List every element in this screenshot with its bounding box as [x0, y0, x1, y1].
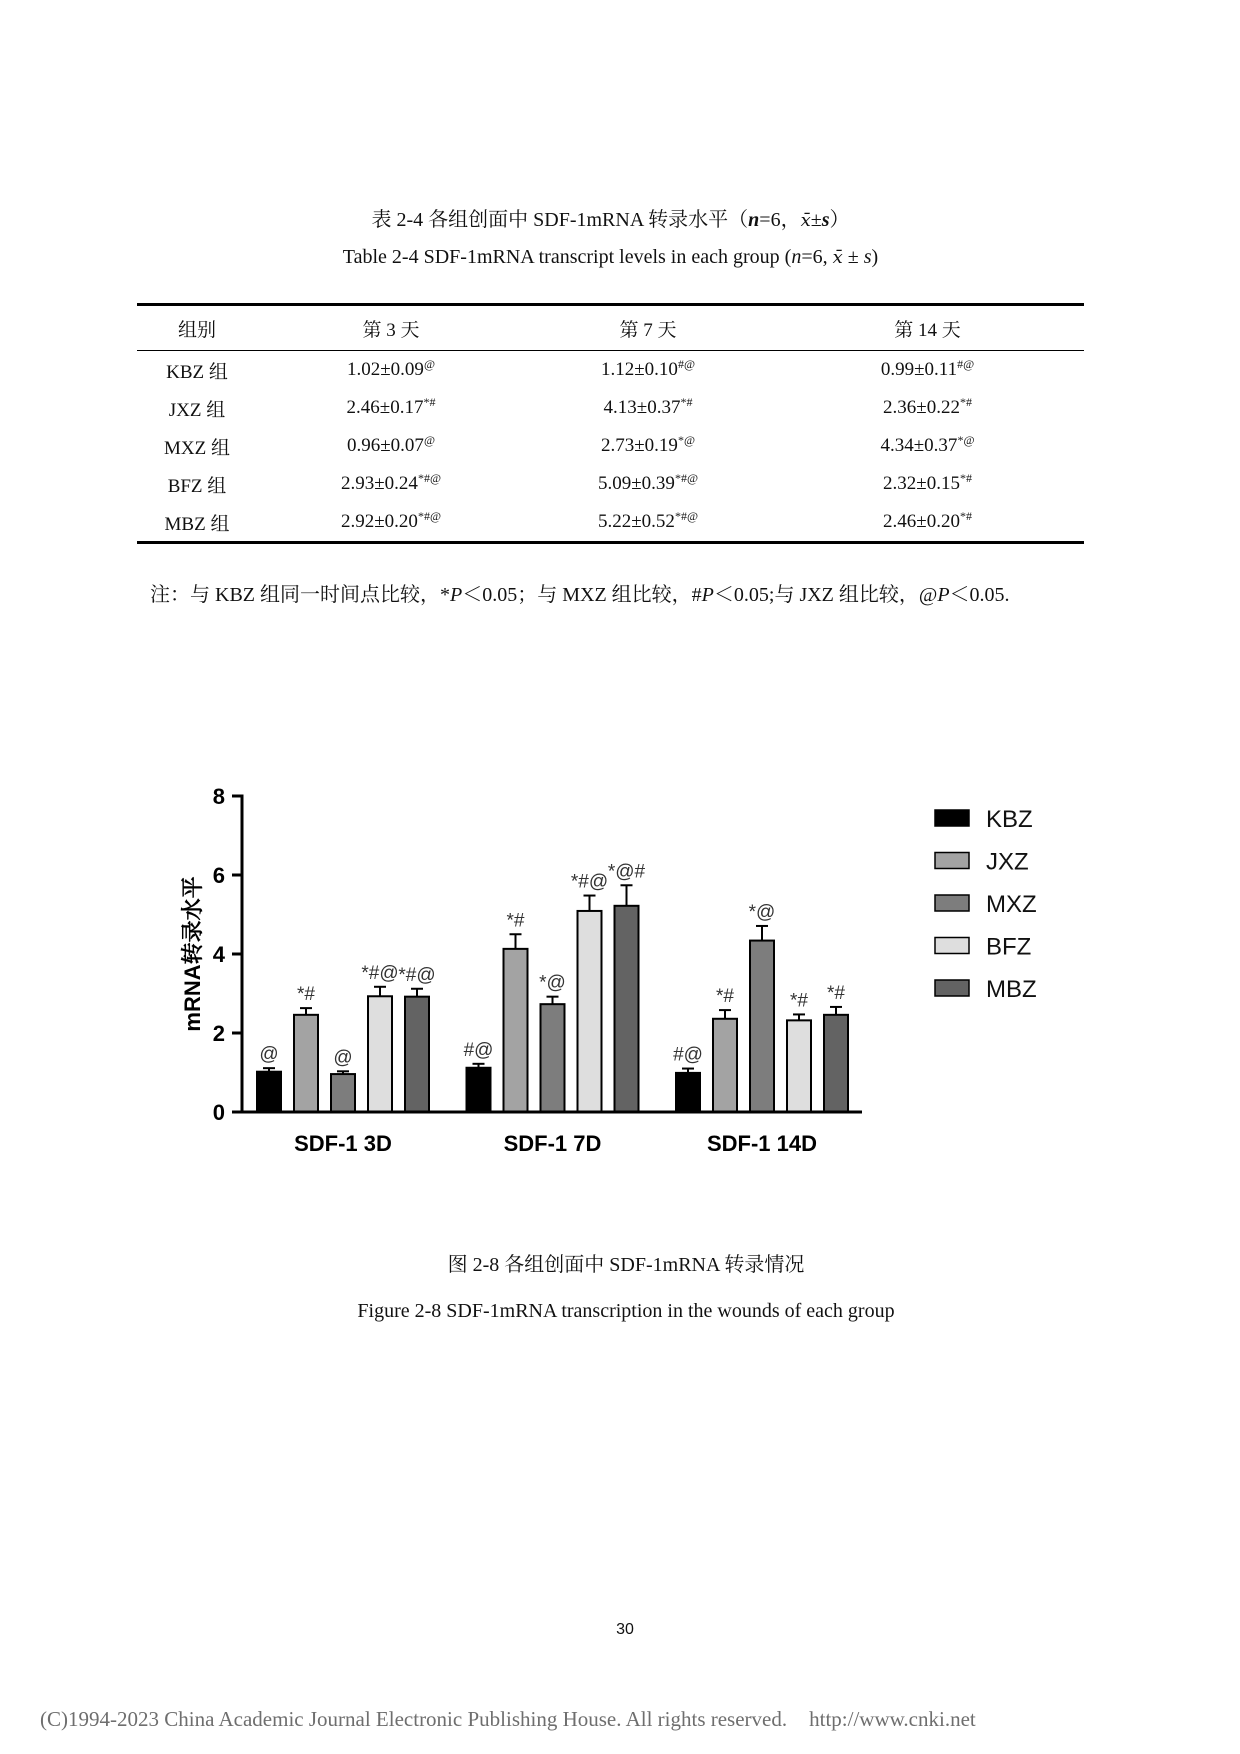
- cell-mean-sd: 4.13±0.37: [603, 397, 681, 418]
- cell-mean-sd: 1.02±0.09: [347, 359, 424, 380]
- significance-label-jxz-3: *#: [716, 986, 734, 1008]
- caption-n-symbol: n: [791, 246, 802, 268]
- bar-kbz-3: [676, 1073, 700, 1112]
- row-label: BFZ 组: [167, 475, 227, 497]
- figure-caption-en: Figure 2-8 SDF-1mRNA transcription in the wounds of each group: [357, 1300, 895, 1322]
- row-label: MBZ 组: [164, 513, 230, 535]
- header-group: 组别: [137, 305, 257, 351]
- cell-significance: *#: [423, 395, 436, 409]
- table-caption-cn: [137, 207, 1084, 234]
- header-day-14: 第 14 天: [771, 305, 1084, 351]
- cell-mean-sd: 5.09±0.39: [598, 473, 675, 494]
- y-tick-label: 2: [212, 1021, 225, 1046]
- bar-mbz-1: [405, 997, 429, 1112]
- row-label: MXZ 组: [164, 437, 230, 459]
- cell-mean-sd: 2.73±0.19: [601, 435, 678, 456]
- cell-value: [771, 427, 1084, 465]
- caption-text: ±: [842, 246, 864, 268]
- significance-label-jxz-1: *#: [297, 984, 315, 1006]
- caption-text: ): [871, 246, 879, 268]
- bar-mxz-3: [750, 941, 774, 1112]
- data-table: [137, 303, 1084, 544]
- note-text: 注：与 KBZ 组同一时间点比较，*: [150, 584, 450, 606]
- cell-significance: #@: [677, 357, 695, 371]
- cell-value: [771, 503, 1084, 543]
- bar-mbz-2: [615, 906, 639, 1112]
- table-row: [137, 389, 1084, 427]
- x-category-label: SDF-1 3D: [294, 1131, 392, 1156]
- cell-value: [525, 351, 771, 390]
- bar-chart: [140, 770, 1080, 1180]
- significance-label-mxz-3: *@: [748, 901, 776, 923]
- footer: [40, 1706, 976, 1732]
- significance-label-kbz-2: #@: [463, 1039, 494, 1061]
- cell-mean-sd: 2.36±0.22: [883, 397, 960, 418]
- table-caption-en: [137, 244, 1084, 271]
- caption-sd-symbol: s: [821, 209, 830, 231]
- cell-significance: *#@: [674, 509, 698, 523]
- table-row: [137, 427, 1084, 465]
- page-number: 30: [616, 1621, 634, 1638]
- significance-label-mxz-1: @: [333, 1047, 353, 1069]
- cell-significance: *#@: [674, 471, 698, 485]
- footer-copyright: (C)1994-2023 China Academic Journal Electronic Publishing House. All rights reserved.: [40, 1707, 788, 1731]
- header-day-7: 第 7 天: [525, 305, 771, 351]
- cell-mean-sd: 2.46±0.17: [346, 397, 424, 418]
- caption-text: ）: [829, 209, 850, 231]
- x-category-label: SDF-1 14D: [706, 1131, 818, 1156]
- legend-swatch-kbz: [935, 810, 969, 826]
- table-row: [137, 351, 1084, 390]
- legend-label-kbz: KBZ: [986, 806, 1033, 833]
- legend-label-bfz: BFZ: [986, 933, 1032, 961]
- cell-value: [771, 351, 1084, 390]
- cell-value: [257, 389, 525, 427]
- note-p-symbol: P: [937, 584, 950, 606]
- note-p-symbol: P: [701, 584, 714, 606]
- cell-significance: *#: [959, 395, 972, 409]
- cell-significance: *#@: [417, 509, 441, 523]
- y-axis-title: mRNA转录水平: [180, 876, 205, 1032]
- footer-url: http://www.cnki.net: [809, 1707, 976, 1731]
- table-row: [137, 465, 1084, 503]
- x-category-label: SDF-1 7D: [503, 1131, 602, 1156]
- cell-significance: @: [423, 433, 435, 447]
- table-row: [137, 503, 1084, 543]
- cell-mean-sd: 2.46±0.20: [883, 511, 960, 532]
- note-text: ＜0.05；与 MXZ 组比较，#: [462, 584, 702, 606]
- significance-label-mbz-3: *#: [827, 982, 845, 1004]
- y-tick-label: 8: [212, 784, 225, 809]
- caption-text: Table 2-4 SDF-1mRNA transcript levels in each group (: [342, 246, 792, 268]
- bar-kbz-2: [467, 1068, 491, 1112]
- legend-label-jxz: JXZ: [986, 848, 1029, 876]
- cell-value: [257, 351, 525, 390]
- bar-mbz-3: [824, 1015, 848, 1112]
- row-label: KBZ 组: [166, 361, 228, 383]
- y-tick-label: 6: [212, 863, 225, 888]
- y-tick-label: 4: [212, 942, 225, 967]
- caption-sd-symbol: s: [863, 246, 872, 268]
- significance-label-jxz-2: *#: [506, 910, 525, 932]
- significance-label-bfz-1: *#@: [361, 962, 399, 984]
- legend-swatch-mbz: [935, 980, 969, 996]
- cell-value: [257, 503, 525, 543]
- significance-label-bfz-2: *#@: [570, 871, 609, 893]
- note-text: ＜0.05.: [949, 584, 1010, 606]
- cell-value: [257, 465, 525, 503]
- cell-value: [525, 389, 771, 427]
- cell-value: [257, 427, 525, 465]
- caption-text: =6，: [759, 209, 801, 231]
- cell-mean-sd: 5.22±0.52: [598, 511, 675, 532]
- caption-mean-symbol: x̄: [800, 210, 811, 231]
- caption-text: ±: [810, 209, 822, 231]
- cell-value: [771, 389, 1084, 427]
- cell-significance: *@: [957, 433, 975, 447]
- row-label: JXZ 组: [168, 399, 226, 421]
- bar-jxz-2: [504, 949, 528, 1112]
- bar-mxz-2: [541, 1004, 565, 1112]
- caption-text: =6,: [801, 246, 833, 268]
- bar-bfz-3: [787, 1020, 811, 1112]
- cell-mean-sd: 4.34±0.37: [880, 435, 958, 456]
- y-tick-label: 0: [212, 1100, 225, 1125]
- table-note: [150, 582, 1010, 608]
- bar-kbz-1: [257, 1072, 281, 1112]
- cell-significance: *#: [959, 509, 972, 523]
- bar-jxz-1: [294, 1015, 318, 1112]
- significance-label-bfz-3: *#: [790, 990, 808, 1012]
- legend-label-mbz: MBZ: [986, 976, 1037, 1003]
- bar-bfz-2: [578, 911, 602, 1112]
- cell-significance: *@: [677, 433, 695, 447]
- cell-mean-sd: 0.96±0.07: [347, 435, 424, 456]
- cell-significance: #@: [957, 357, 975, 371]
- significance-label-mbz-1: *#@: [398, 964, 436, 986]
- cell-significance: *#: [959, 471, 972, 485]
- significance-label-kbz-1: @: [259, 1044, 279, 1066]
- cell-value: [525, 427, 771, 465]
- cell-significance: *#@: [417, 471, 441, 485]
- cell-mean-sd: 2.32±0.15: [883, 473, 960, 494]
- caption-mean-symbol: x̄: [832, 247, 843, 268]
- cell-mean-sd: 2.93±0.24: [341, 473, 418, 494]
- note-text: ＜0.05;与 JXZ 组比较，@: [713, 584, 938, 606]
- cell-mean-sd: 1.12±0.10: [601, 359, 678, 380]
- header-day-3: 第 3 天: [257, 305, 525, 351]
- caption-text: 表 2-4 各组创面中 SDF-1mRNA 转录水平（: [371, 209, 749, 231]
- legend-swatch-jxz: [935, 853, 969, 869]
- cell-value: [771, 465, 1084, 503]
- cell-mean-sd: 0.99±0.11: [880, 359, 958, 380]
- cell-significance: @: [423, 357, 435, 371]
- significance-label-kbz-3: #@: [673, 1044, 703, 1066]
- legend-swatch-bfz: [935, 938, 969, 954]
- legend-label-mxz: MXZ: [986, 891, 1037, 918]
- note-p-symbol: P: [450, 584, 463, 606]
- table-header-row: [137, 305, 1084, 351]
- caption-n-symbol: n: [748, 209, 760, 231]
- significance-label-mxz-2: *@: [539, 972, 566, 994]
- bar-jxz-3: [713, 1019, 737, 1112]
- significance-label-mbz-2: *@#: [607, 861, 646, 883]
- cell-mean-sd: 2.92±0.20: [341, 511, 418, 532]
- cell-value: [525, 465, 771, 503]
- figure-caption-cn: 图 2-8 各组创面中 SDF-1mRNA 转录情况: [447, 1254, 805, 1276]
- cell-significance: *#: [680, 395, 693, 409]
- bar-mxz-1: [331, 1074, 355, 1112]
- legend-swatch-mxz: [935, 895, 969, 911]
- cell-value: [525, 503, 771, 543]
- bar-bfz-1: [368, 996, 392, 1112]
